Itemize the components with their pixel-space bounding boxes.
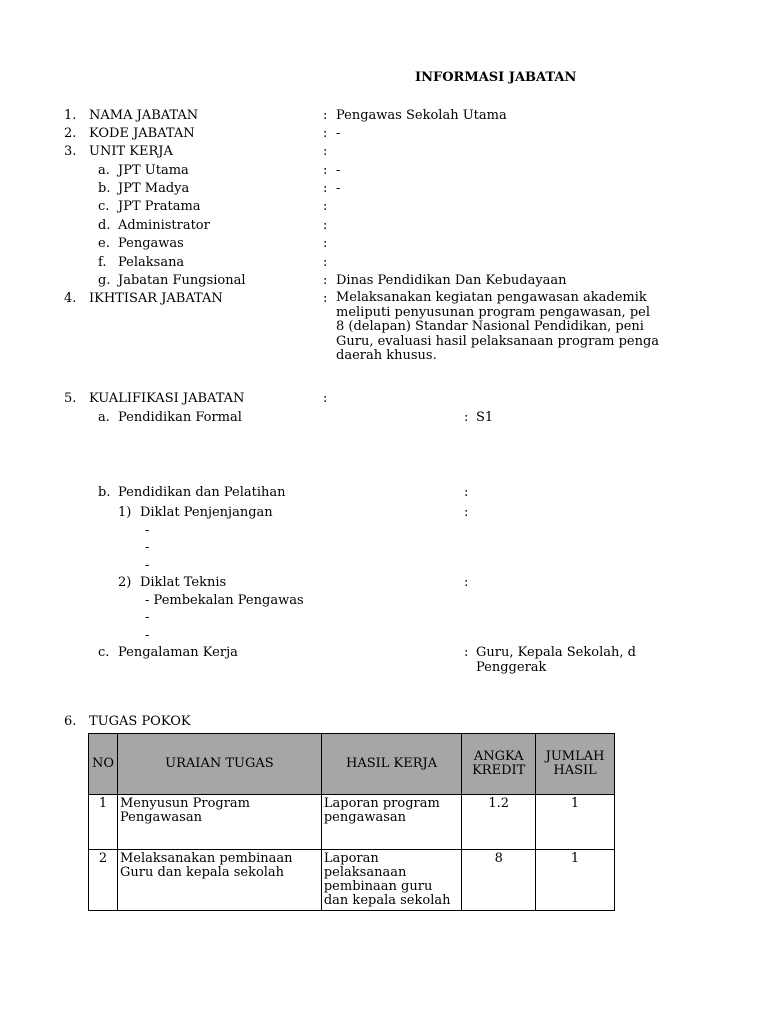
pendidikan-pelatihan-label: Pendidikan dan Pelatihan: [118, 485, 286, 500]
cell-angka: 1.2: [462, 795, 536, 850]
nama-jabatan-label: NAMA JABATAN: [89, 108, 199, 123]
header-hasil-kerja: HASIL KERJA: [321, 734, 461, 795]
summary-line: Melaksanakan kegiatan pengawasan akademik: [336, 290, 647, 305]
cell-no: 1: [89, 795, 118, 850]
item-letter: a.: [98, 163, 110, 178]
colon: :: [323, 126, 328, 141]
unit-kerja-item-label: JPT Madya: [118, 181, 190, 196]
cell-uraian: Menyusun Program Pengawasan: [117, 795, 321, 850]
sub-number: 1): [118, 505, 132, 520]
colon: :: [323, 273, 328, 288]
colon: :: [464, 505, 469, 520]
unit-kerja-item-label: Pelaksana: [118, 255, 185, 270]
section-number: 4.: [64, 291, 77, 306]
unit-kerja-item-label: Administrator: [118, 218, 210, 233]
unit-kerja-item-label: JPT Utama: [118, 163, 189, 178]
colon: :: [323, 236, 328, 251]
table-row: [89, 795, 615, 850]
unit-kerja-item-value: -: [336, 181, 341, 196]
pendidikan-formal-value: S1: [476, 410, 494, 425]
summary-line: 8 (delapan) Standar Nasional Pendidikan, peni: [336, 319, 644, 334]
colon: :: [323, 144, 328, 159]
pengalaman-kerja-value: Guru, Kepala Sekolah, d: [476, 645, 636, 660]
unit-kerja-item-label: Jabatan Fungsional: [118, 273, 246, 288]
item-letter: f.: [98, 255, 107, 270]
header-uraian-tugas: URAIAN TUGAS: [117, 734, 321, 795]
diklat-item: -: [145, 628, 150, 643]
section-number: 5.: [64, 391, 77, 406]
cell-jumlah: 1: [536, 850, 615, 911]
unit-kerja-label: UNIT KERJA: [89, 144, 173, 159]
kode-jabatan-label: KODE JABATAN: [89, 126, 195, 141]
pengalaman-kerja-value: Penggerak: [476, 660, 547, 675]
diklat-penjenjangan-label: Diklat Penjenjangan: [140, 505, 273, 520]
colon: :: [323, 181, 328, 196]
section-number: 1.: [64, 108, 77, 123]
table-header-row: [89, 734, 615, 795]
item-letter: g.: [98, 273, 111, 288]
header-no: NO: [89, 734, 118, 795]
colon: :: [323, 108, 328, 123]
tugas-pokok-label: TUGAS POKOK: [89, 714, 191, 729]
diklat-teknis-label: Diklat Teknis: [140, 575, 227, 590]
summary-line: meliputi penyusunan program pengawasan, pel: [336, 304, 650, 320]
diklat-item: -: [145, 610, 150, 625]
kode-jabatan-value: -: [336, 126, 341, 141]
header-angka-kredit: ANGKA KREDIT: [462, 734, 536, 795]
cell-no: 2: [89, 850, 118, 911]
nama-jabatan-value: Pengawas Sekolah Utama: [336, 108, 507, 123]
diklat-item: -: [145, 558, 150, 573]
section-number: 6.: [64, 714, 77, 729]
table-row: [89, 850, 615, 911]
cell-uraian: Melaksanakan pembinaan Guru dan kepala sekolah: [117, 850, 321, 911]
item-letter: a.: [98, 410, 110, 425]
kualifikasi-jabatan-label: KUALIFIKASI JABATAN: [89, 391, 245, 406]
unit-kerja-item-label: Pengawas: [118, 236, 184, 251]
unit-kerja-item-value: Dinas Pendidikan Dan Kebudayaan: [336, 273, 567, 288]
item-letter: d.: [98, 218, 111, 233]
colon: :: [464, 485, 469, 500]
colon: :: [464, 410, 469, 425]
cell-angka: 8: [462, 850, 536, 911]
colon: :: [323, 255, 328, 270]
item-letter: b.: [98, 485, 111, 500]
colon: :: [323, 218, 328, 233]
cell-hasil: Laporan pelaksanaan pembinaan guru dan kepala sekolah: [321, 850, 461, 911]
colon: :: [464, 645, 469, 660]
summary-line: Guru, evaluasi hasil pelaksanaan program penga: [336, 333, 660, 349]
item-letter: b.: [98, 181, 111, 196]
tugas-pokok-table: [88, 733, 615, 911]
cell-hasil: Laporan program pengawasan: [321, 795, 461, 850]
pendidikan-formal-label: Pendidikan Formal: [118, 410, 242, 425]
colon: :: [323, 291, 328, 306]
ikhtisar-jabatan-text: [336, 291, 666, 364]
sub-number: 2): [118, 575, 132, 590]
item-letter: c.: [98, 645, 110, 660]
colon: :: [323, 391, 328, 406]
section-number: 3.: [64, 144, 77, 159]
diklat-item: -: [145, 540, 150, 555]
item-letter: c.: [98, 199, 110, 214]
diklat-item: - Pembekalan Pengawas: [145, 593, 304, 608]
unit-kerja-item-value: -: [336, 163, 341, 178]
diklat-item: -: [145, 523, 150, 538]
item-letter: e.: [98, 236, 110, 251]
colon: :: [464, 575, 469, 590]
colon: :: [323, 163, 328, 178]
section-number: 2.: [64, 126, 77, 141]
document-title: INFORMASI JABATAN: [415, 70, 577, 85]
cell-jumlah: 1: [536, 795, 615, 850]
colon: :: [323, 199, 328, 214]
header-jumlah-hasil: JUMLAH HASIL: [536, 734, 615, 795]
pengalaman-kerja-label: Pengalaman Kerja: [118, 645, 238, 660]
ikhtisar-jabatan-label: IKHTISAR JABATAN: [89, 291, 223, 306]
unit-kerja-item-label: JPT Pratama: [118, 199, 201, 214]
summary-line: daerah khusus.: [336, 348, 437, 363]
